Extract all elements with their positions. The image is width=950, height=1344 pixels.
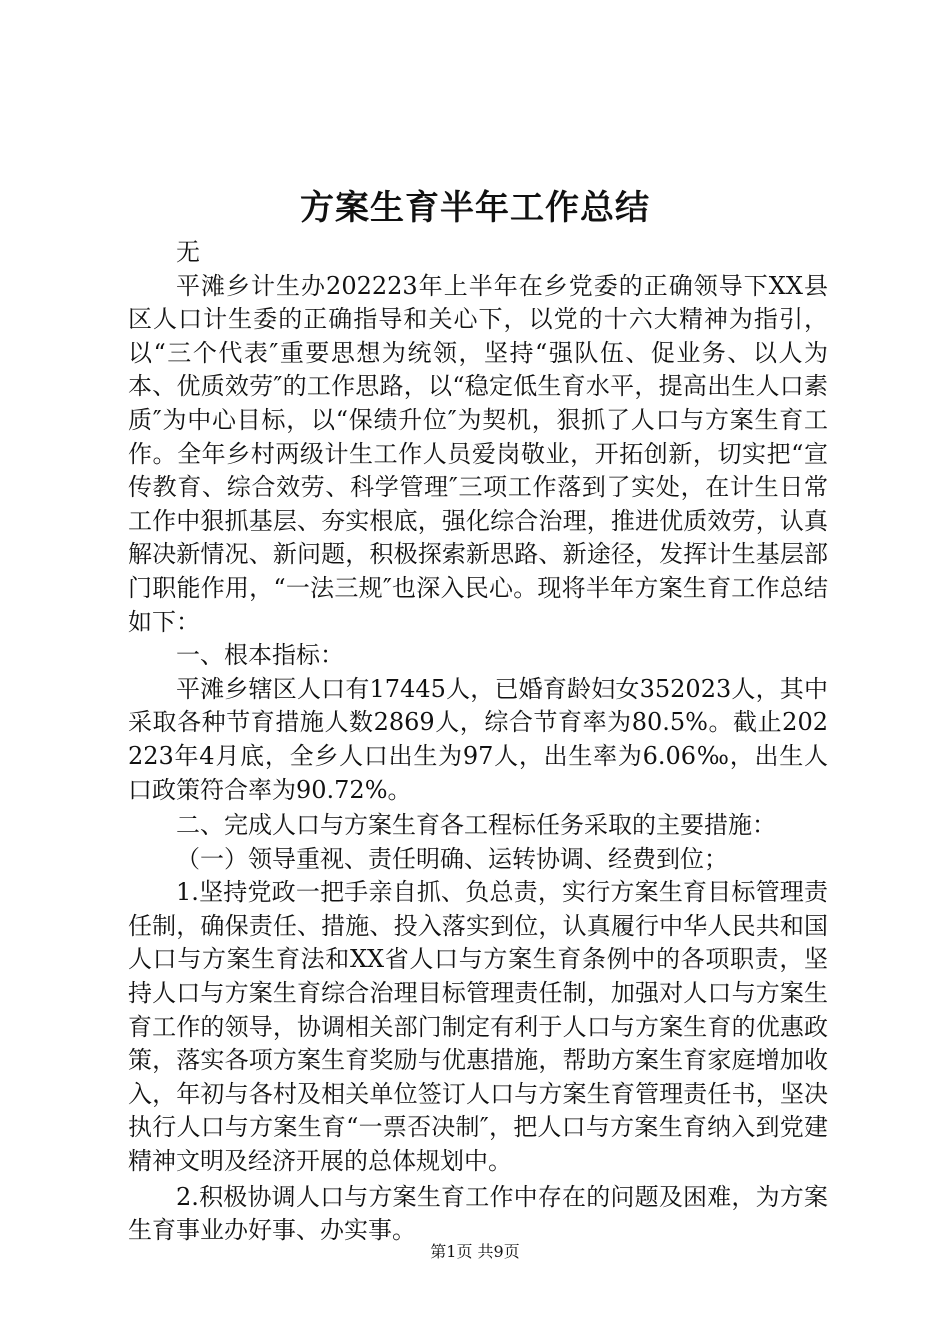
subheading-leadership: （一）领导重视、责任明确、运转协调、经费到位； (176, 844, 728, 873)
heading-basic-indicators: 一、根本指标： (176, 641, 344, 670)
paragraph-item-2: 2.积极协调人口与方案生育工作中存在的问题及困难，为方案生育事业办好事、办实事。 (128, 1182, 828, 1245)
paragraph-intro: 平滩乡计生办202223年上半年在乡党委的正确领导下XX县区人口计生委的正确指导和关心下，以党的十六大精神为指引，以“三个代表″重要思想为统领，坚持“强队伍、促业务、以人为本、优质效劳″的工作思路，以“稳定低生育水平，提高出生人口素质″为中心目标，以“保绩升位″为契机，狠抓了人口与方案生育工作。全年乡村两级计生工作人员爱岗敬业，开拓创新，切实把“宣传教育、综合效劳、科学管理″三项工作落到了实处，在计生日常工作中狠抓基层、夯实根底，强化综合治理，推进优质效劳，认真解决新情况、新问题，积极探索新思路、新途径，发挥计生基层部门职能作用，“一法三规″也深入民心。现将半年方案生育工作总结如下： (128, 271, 828, 636)
document-title: 方案生育半年工作总结 (300, 188, 650, 228)
paragraph-placeholder: 无 (176, 238, 200, 266)
page-footer: 第1页 共9页 (430, 1242, 520, 1261)
paragraph-item-1: 1.坚持党政一把手亲自抓、负总责，实行方案生育目标管理责任制，确保责任、措施、投入落实到位，认真履行中华人民共和国人口与方案生育法和XX省人口与方案生育条例中的各项职责，坚持人口与方案生育综合治理目标管理责任制，加强对人口与方案生育工作的领导，协调相关部门制定有利于人口与方案生育的优惠政策，落实各项方案生育奖励与优惠措施，帮助方案生育家庭增加收入，年初与各村及相关单位签订人口与方案生育管理责任书，坚决执行人口与方案生育“一票否决制″，把人口与方案生育纳入到党建精神文明及经济开展的总体规划中。 (128, 878, 828, 1176)
document-body (128, 236, 828, 1248)
paragraph-statistics: 平滩乡辖区人口有17445人，已婚育龄妇女352023人，其中采取各种节育措施人数2869人，综合节育率为80.5%。截止202223年4月底，全乡人口出生为97人，出生率为6.06‰，出生人口政策符合率为90.72%。 (128, 674, 828, 804)
heading-main-measures: 二、完成人口与方案生育各工程标任务采取的主要措施： (176, 811, 776, 840)
